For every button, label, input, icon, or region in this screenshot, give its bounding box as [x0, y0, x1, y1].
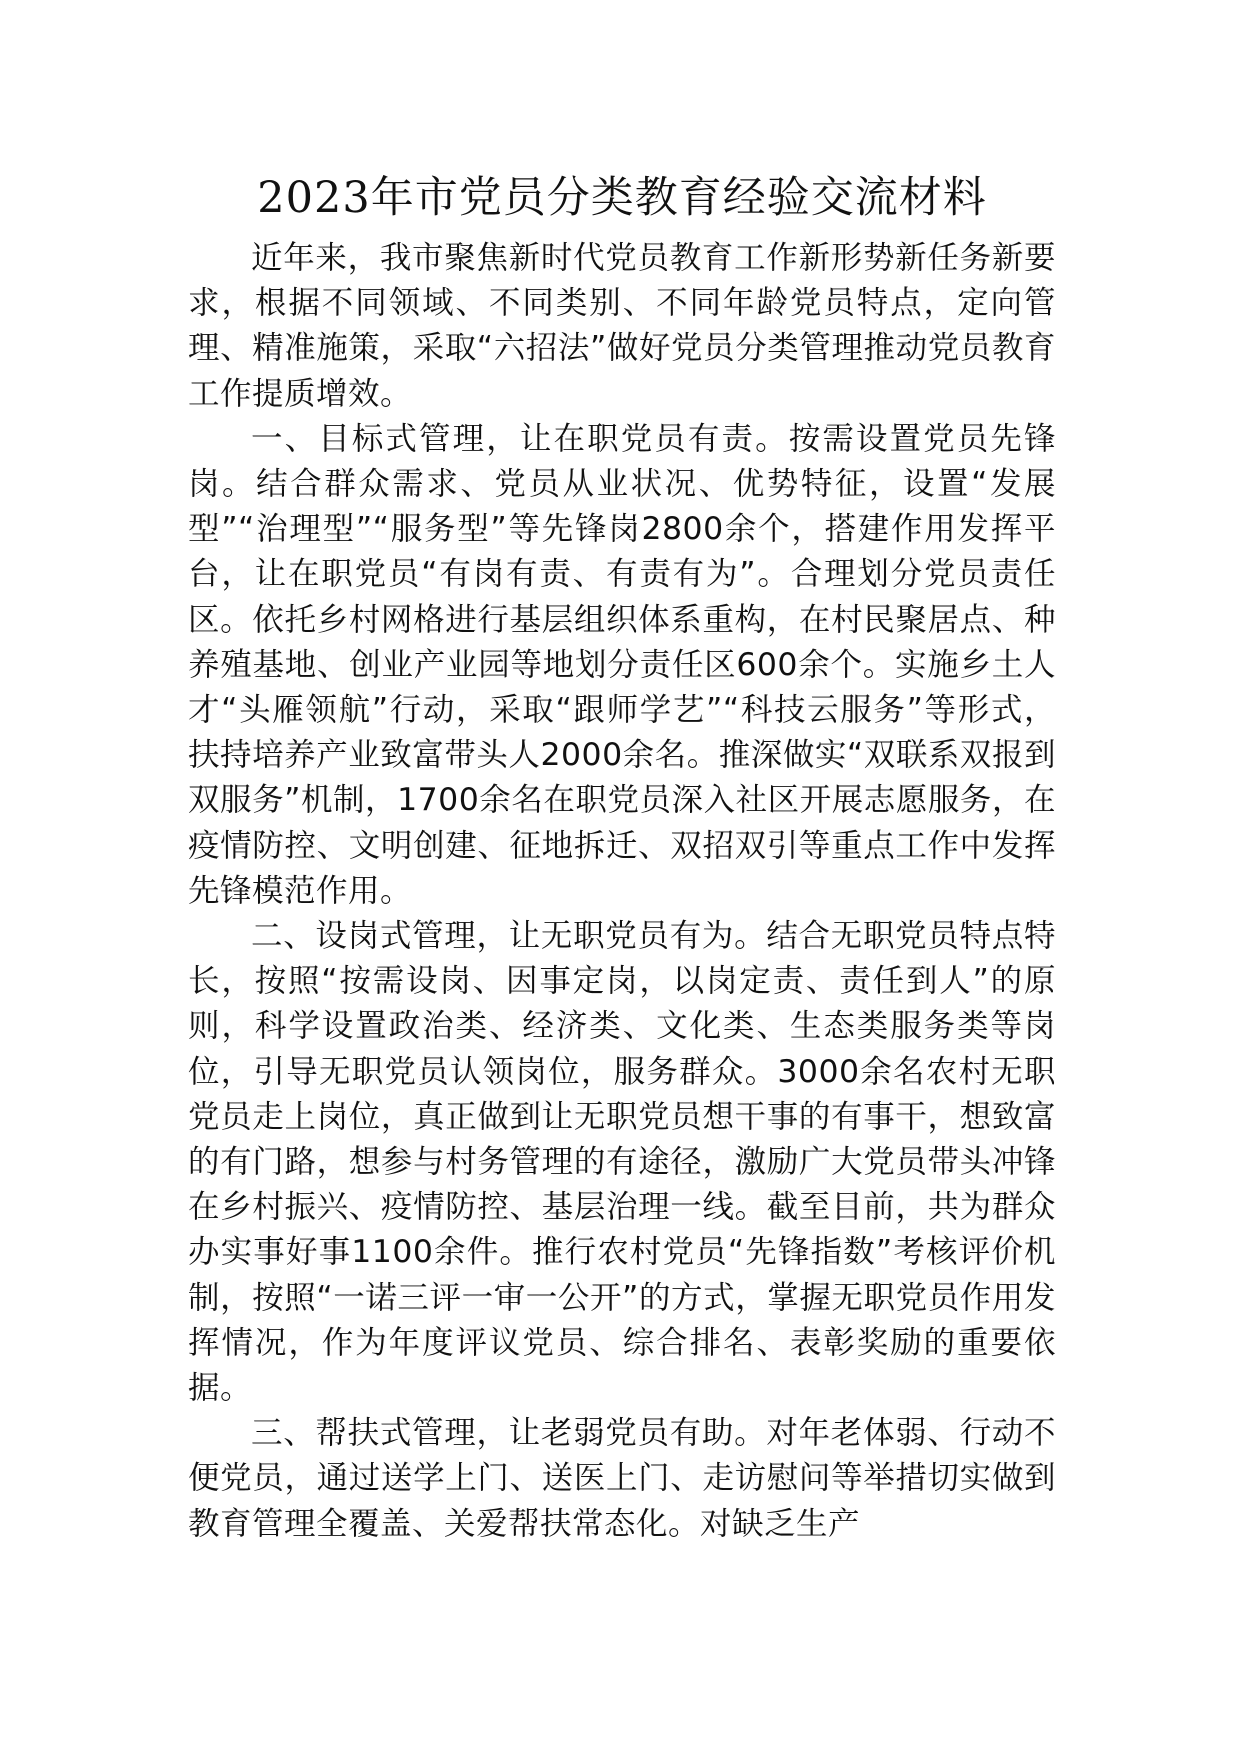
document-page — [188, 168, 1056, 1547]
paragraph-section-3: 三、帮扶式管理，让老弱党员有助。对年老体弱、行动不便党员，通过送学上门、送医上门、走访慰问等举措切实做到教育管理全覆盖、关爱帮扶常态化。对缺乏生产 — [188, 1415, 1056, 1542]
document-title: 2023年市党员分类教育经验交流材料 — [257, 173, 987, 223]
paragraph-intro: 近年来，我市聚焦新时代党员教育工作新形势新任务新要求，根据不同领域、不同类别、不同年龄党员特点，定向管理、精准施策，采取“六招法”做好党员分类管理推动党员教育工作提质增效。 — [188, 240, 1056, 412]
paragraph-section-1: 一、目标式管理，让在职党员有责。按需设置党员先锋岗。结合群众需求、党员从业状况、优势特征，设置“发展型”“治理型”“服务型”等先锋岗2800余个，搭建作用发挥平台，让在职党员“有岗有责、有责有为”。合理划分党员责任区。依托乡村网格进行基层组织体系重构，在村民聚居点、种养殖基地、创业产业园等地划分责任区600余个。实施乡土人才“头雁领航”行动，采取“跟师学艺”“科技云服务”等形式，扶持培养产业致富带头人2000余名。推深做实“双联系双报到双服务”机制，1700余名在职党员深入社区开展志愿服务，在疫情防控、文明创建、征地拆迁、双招双引等重点工作中发挥先锋模范作用。 — [188, 420, 1056, 909]
paragraph-section-2: 二、设岗式管理，让无职党员有为。结合无职党员特点特长，按照“按需设岗、因事定岗，以岗定责、责任到人”的原则，科学设置政治类、经济类、文化类、生态类服务类等岗位，引导无职党员认领岗位，服务群众。3000余名农村无职党员走上岗位，真正做到让无职党员想干事的有事干，想致富的有门路，想参与村务管理的有途径，激励广大党员带头冲锋在乡村振兴、疫情防控、基层治理一线。截至目前，共为群众办实事好事1100余件。推行农村党员“先锋指数”考核评价机制，按照“一诺三评一审一公开”的方式，掌握无职党员作用发挥情况，作为年度评议党员、综合排名、表彰奖励的重要依据。 — [188, 918, 1056, 1407]
